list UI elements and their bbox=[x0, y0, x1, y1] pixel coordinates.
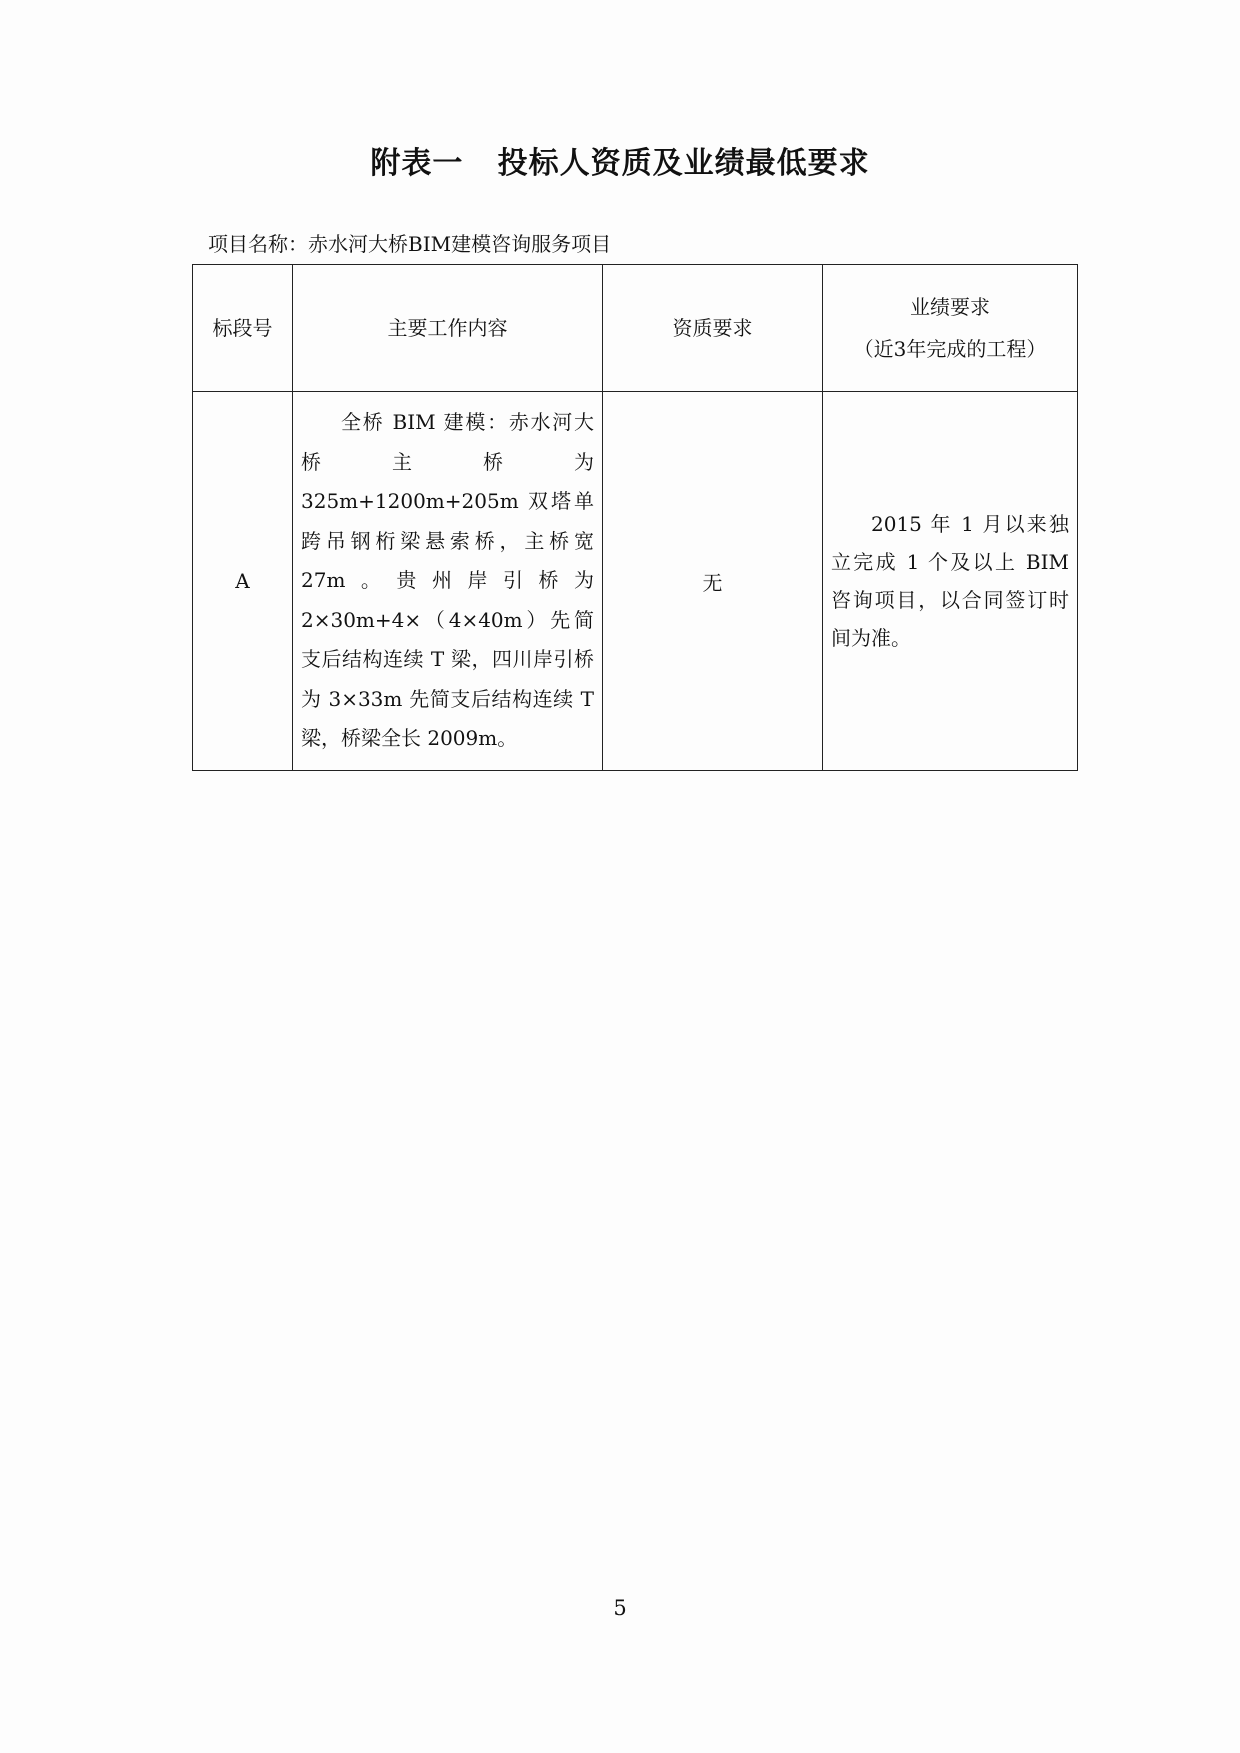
project-name-line bbox=[208, 228, 611, 257]
header-qualification: 资质要求 bbox=[603, 265, 823, 392]
cell-work-content bbox=[293, 392, 603, 771]
cell-qualification: 无 bbox=[603, 392, 823, 771]
header-section: 标段号 bbox=[193, 265, 293, 392]
header-performance-title: 业绩要求 bbox=[910, 295, 990, 319]
performance-text: 2015 年 1 月以来独立完成 1 个及以上 BIM 咨询项目，以合同签订时间为准。 bbox=[831, 512, 1069, 650]
header-performance bbox=[823, 265, 1078, 392]
table-header-row bbox=[193, 265, 1078, 392]
project-label: 项目名称： bbox=[208, 232, 308, 256]
requirements-table bbox=[192, 264, 1078, 771]
page-number: 5 bbox=[613, 1596, 627, 1620]
project-name: 赤水河大桥BIM建模咨询服务项目 bbox=[308, 232, 612, 256]
header-performance-note: （近3年完成的工程） bbox=[853, 337, 1047, 361]
page-title: 附表一 投标人资质及业绩最低要求 bbox=[370, 146, 870, 181]
work-content-text: 全桥 BIM 建模：赤水河大桥主桥为 325m+1200m+205m 双塔单跨吊钢桁梁悬索桥，主桥宽 27m。贵州岸引桥为 2×30m+4×（4×40m）先简支后结构连续 T 梁，四川岸引桥为 3×33m 先简支后结构连续 T 梁，桥梁全长 2009m。 bbox=[301, 410, 594, 751]
cell-performance bbox=[823, 392, 1078, 771]
cell-section: A bbox=[193, 392, 293, 771]
table-row bbox=[193, 392, 1078, 771]
header-work-content: 主要工作内容 bbox=[293, 265, 603, 392]
